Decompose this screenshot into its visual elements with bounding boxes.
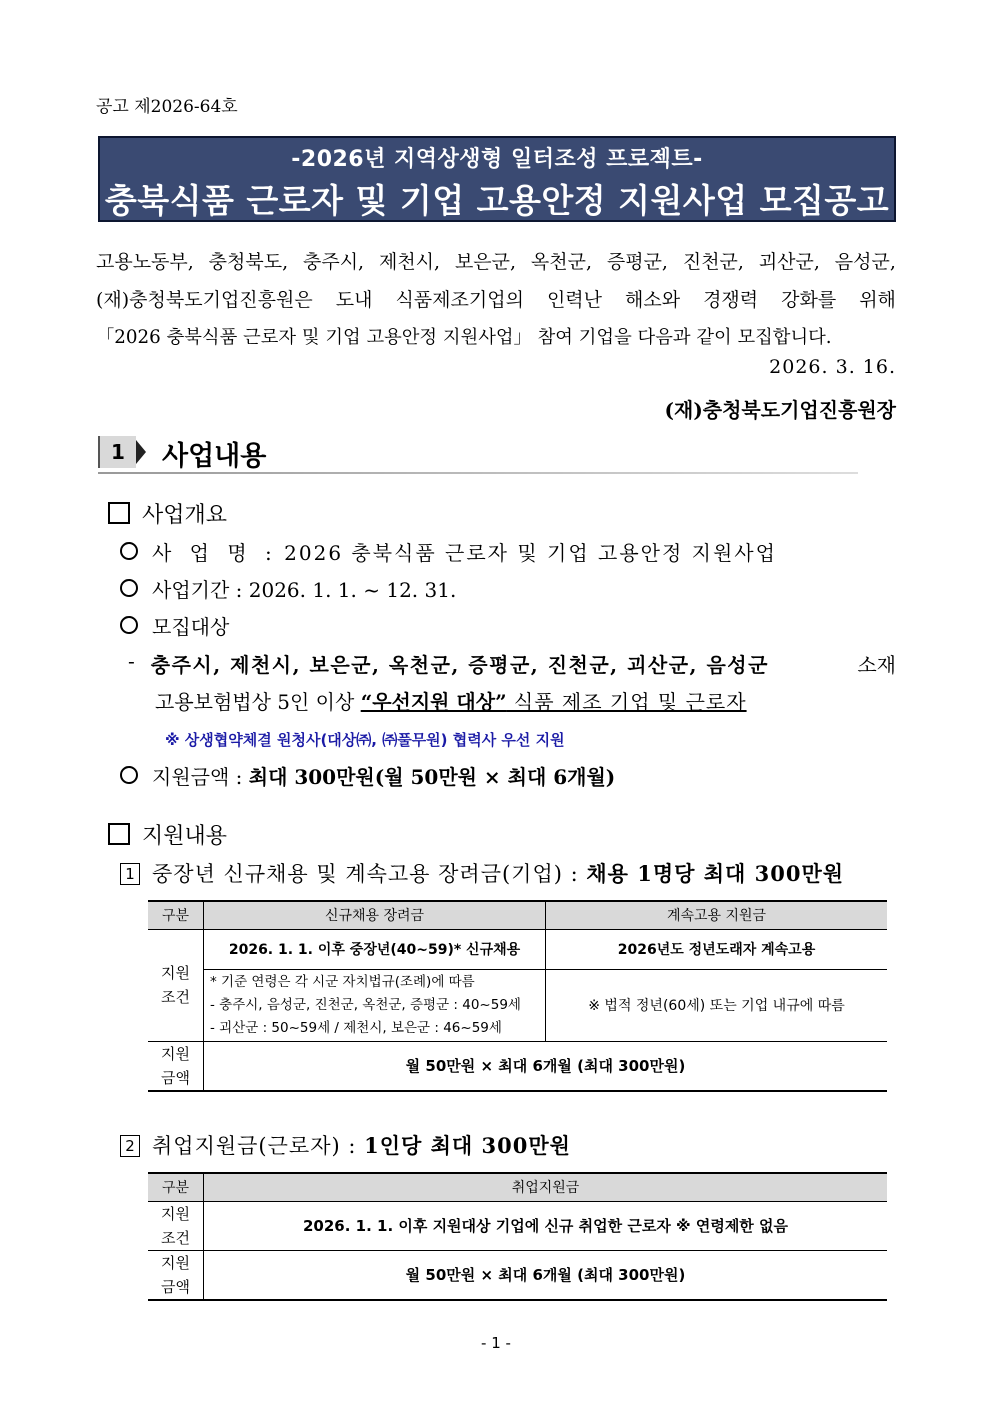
priority-note: ※ 상생협약체결 원청사(대상㈜, ㈜풀무원) 협력사 우선 지원 (165, 731, 565, 749)
notice-number: 공고 제2026-64호 (96, 97, 238, 117)
intro-line-3: 「2026 충북식품 근로자 및 기업 고용안정 지원사업」 참여 기업을 다음과 같이 모집합니다. (96, 327, 832, 348)
intro-word: 증평군, (606, 251, 668, 273)
section-underline (98, 472, 858, 474)
intro-word: 식품제조기업의 (395, 289, 524, 311)
intro-word: 고용노동부, (96, 251, 194, 273)
intro-word: 진천군, (682, 251, 744, 273)
target-line2-c: 식품 제조 기업 및 근로자 (506, 690, 747, 714)
table-cell: ※ 법적 정년(60세) 또는 기업 내규에 따름 (546, 969, 888, 1041)
row-label-condition: 지원 조건 (148, 1201, 204, 1250)
intro-word: 충주시, (303, 251, 365, 273)
intro-word: 제천시, (378, 251, 441, 273)
table-header: 계속고용 지원금 (546, 901, 888, 929)
banner-subtitle: -2026년 지역상생형 일터조성 프로젝트- (291, 147, 703, 172)
target-suffix: 소재 (857, 653, 896, 677)
overview-heading-text: 사업개요 (142, 503, 228, 528)
project-period-value: 2026. 1. 1. ~ 12. 31. (248, 578, 457, 602)
overview-heading (108, 498, 227, 529)
circle-bullet-icon (120, 616, 138, 634)
row-label-condition: 지원 조건 (148, 929, 204, 1041)
intro-word: 해소와 (625, 289, 681, 311)
numbered-box-icon: 1 (120, 863, 140, 885)
target-line2-a: 고용보험법상 5인 이상 (155, 690, 361, 714)
intro-word: 도내 (335, 289, 373, 311)
table-cell-amount: 월 50만원 × 최대 6개월 (최대 300만원) (204, 1041, 888, 1091)
age-criteria-line: - 충주시, 음성군, 진천군, 옥천군, 증평군 : 40~59세 (210, 996, 521, 1013)
intro-word: 옥천군, (530, 251, 593, 273)
intro-word: 경쟁력 (703, 289, 759, 311)
project-name-label: 사 업 명 : (152, 541, 278, 565)
circle-bullet-icon (120, 542, 138, 560)
support-item-2-text: 취업지원금(근로자) : (152, 1134, 365, 1158)
support-heading-text: 지원내용 (142, 824, 228, 849)
priority-target-label: “우선지원 대상” (360, 690, 507, 714)
table-cell-age-criteria (204, 969, 546, 1041)
table-cell: 2026. 1. 1. 이후 지원대상 기업에 신규 취업한 근로자 ※ 연령제한 없음 (204, 1201, 888, 1250)
intro-line-2 (96, 281, 896, 319)
project-period-item (120, 574, 456, 603)
table-header: 신규채용 장려금 (204, 901, 546, 929)
age-criteria-line: - 괴산군 : 50~59세 / 제천시, 보은군 : 46~59세 (210, 1019, 502, 1036)
support-item-1-text: 중장년 신규채용 및 계속고용 장려금(기업) : (152, 862, 587, 886)
notice-date: 2026. 3. 16. (769, 356, 896, 378)
dash-bullet: - (128, 649, 135, 673)
support-table-1 (148, 900, 887, 1092)
circle-bullet-icon (120, 579, 138, 597)
title-banner (98, 136, 896, 222)
intro-word: 음성군, (834, 251, 896, 273)
issuing-organization: (재)충청북도기업진흥원장 (664, 398, 896, 422)
table-cell-amount: 월 50만원 × 최대 6개월 (최대 300만원) (204, 1250, 888, 1300)
support-item-2-amount: 1인당 최대 300만원 (364, 1133, 571, 1158)
section-title: 사업내용 (162, 441, 267, 472)
project-name-item (120, 537, 777, 566)
project-period-label: 사업기간 : (152, 578, 243, 602)
intro-word: 괴산군, (758, 251, 820, 273)
numbered-box-icon: 2 (120, 1135, 140, 1157)
intro-line-1 (96, 243, 896, 281)
table-header: 취업지원금 (204, 1173, 888, 1201)
intro-word: 강화를 (781, 289, 837, 311)
section-number: 1 (98, 436, 136, 468)
banner-title: 충북식품 근로자 및 기업 고용안정 지원사업 모집공고 (104, 181, 890, 220)
table-header: 구분 (148, 1173, 204, 1201)
table-header: 구분 (148, 901, 204, 929)
intro-word: 인력난 (546, 289, 602, 311)
support-item-1-heading (120, 858, 844, 888)
section-arrow-icon (136, 440, 146, 464)
table-cell: 2026. 1. 1. 이후 중장년(40~59)* 신규채용 (204, 929, 546, 969)
target-item (120, 611, 229, 640)
table-cell: 2026년도 정년도래자 계속고용 (546, 929, 888, 969)
target-line-2 (155, 686, 747, 715)
amount-value: 최대 300만원(월 50만원 × 최대 6개월) (248, 765, 616, 789)
square-bullet-icon (108, 823, 130, 845)
square-bullet-icon (108, 502, 130, 524)
page-number: - 1 - (481, 1334, 511, 1352)
age-criteria-line: * 기준 연령은 각 시군 자치법규(조례)에 따름 (210, 973, 475, 990)
row-label-amount: 지원 금액 (148, 1250, 204, 1300)
row-label-amount: 지원 금액 (148, 1041, 204, 1091)
support-table-2 (148, 1172, 887, 1301)
intro-word: (재)충청북도기업진흥원은 (96, 289, 313, 311)
support-item-1-amount: 채용 1명당 최대 300만원 (586, 861, 845, 886)
target-label: 모집대상 (152, 615, 230, 639)
target-regions: 충주시, 제천시, 보은군, 옥천군, 증평군, 진천군, 괴산군, 음성군 (150, 653, 769, 677)
support-item-2-heading (120, 1130, 571, 1160)
circle-bullet-icon (120, 766, 138, 784)
intro-word: 보은군, (454, 251, 517, 273)
intro-word: 충청북도, (208, 251, 289, 273)
project-name-value: 2026 충북식품 근로자 및 기업 고용안정 지원사업 (284, 541, 777, 565)
intro-paragraph (96, 243, 896, 357)
section-header (98, 434, 858, 474)
target-regions-line (128, 649, 896, 678)
amount-label: 지원금액 : (152, 765, 243, 789)
amount-item (120, 761, 615, 790)
intro-word: 위해 (859, 289, 896, 311)
support-heading (108, 819, 227, 850)
